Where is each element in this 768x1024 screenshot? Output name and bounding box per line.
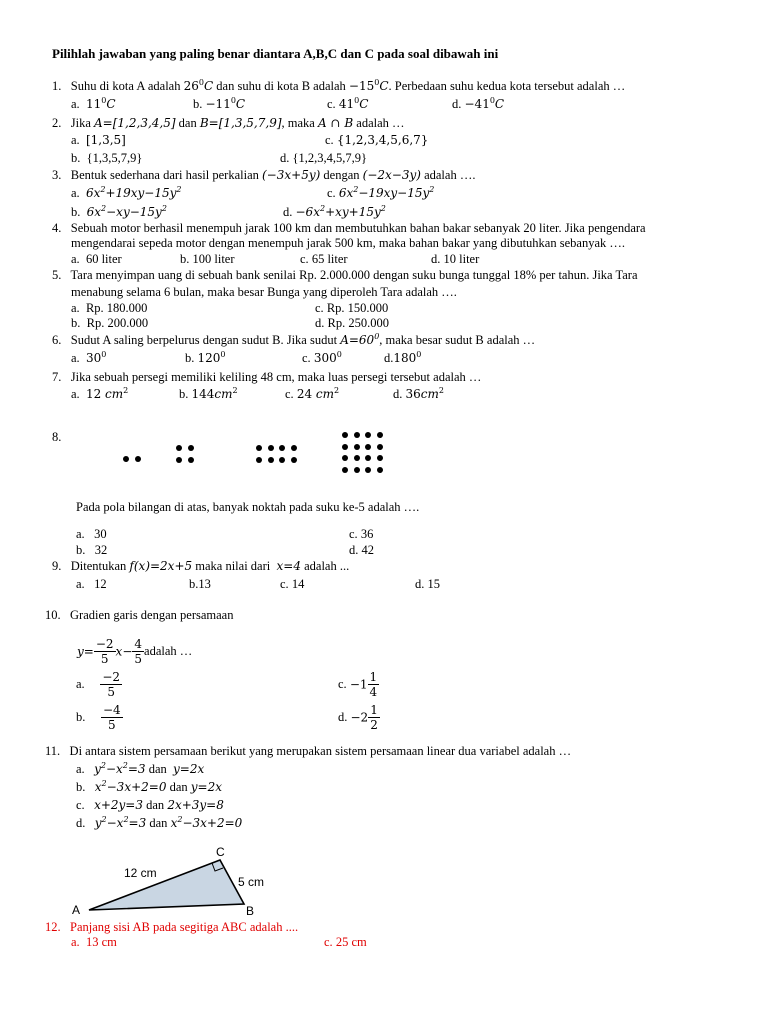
option-1b[interactable]: b. $-11^0C$ <box>193 96 246 111</box>
pattern-dot <box>377 432 383 438</box>
option-11c[interactable]: c. x+2y=3 dan 2x+3y=8 <box>76 798 224 812</box>
option-11d[interactable]: d. $y^2-x^2=3$ dan $x^2-3x+2=0$ <box>76 815 243 830</box>
triangle-shape <box>89 860 244 910</box>
question-8: Pada pola bilangan di atas, banyak noktah pada suku ke-5 adalah …. <box>76 500 420 514</box>
question-5: 5. Tara menyimpan uang di sebuah bank senilai Rp. 2.000.000 dengan suku bunga tunggal 18% per tahun. Jika Tara <box>52 268 638 282</box>
option-2c[interactable]: c. {1,2,3,4,5,6,7} <box>325 133 429 147</box>
option-5c[interactable]: c. Rp. 150.000 <box>315 301 389 315</box>
page-title: Pilihlah jawaban yang paling benar diantara A,B,C dan C pada soal dibawah ini <box>52 46 499 61</box>
option-6b[interactable]: b. $120^0$ <box>185 350 226 365</box>
question-9: 9. Ditentukan f(x)=2x+5 maka nilai dari x=4 adalah ... <box>52 559 350 573</box>
intersection: A ∩ B <box>317 116 354 130</box>
option-11b[interactable]: b. $x^2-3x+2=0$ dan y=2x <box>76 779 223 794</box>
pattern-dot <box>279 457 285 463</box>
pattern-dot <box>365 444 371 450</box>
pattern-dot <box>279 445 285 451</box>
option-4c[interactable]: c. 65 liter <box>300 252 348 266</box>
question-6: 6. Sudut A saling berpelurus dengan sudut B. Jika sudut $A=60^0$, maka besar sudut B adalah … <box>52 332 536 347</box>
option-8a[interactable]: a. 30 <box>76 527 107 541</box>
option-5b[interactable]: b. Rp. 200.000 <box>71 316 149 330</box>
pattern-dot <box>365 432 371 438</box>
option-12a[interactable]: a. 13 cm <box>71 935 117 949</box>
option-6d[interactable]: d.180$^0$ <box>384 350 422 365</box>
vertex-c: C <box>216 845 225 859</box>
pattern-dot <box>176 445 182 451</box>
option-4d[interactable]: d. 10 liter <box>431 252 480 266</box>
question-10: 10. Gradien garis dengan persamaan <box>45 608 234 622</box>
option-9b[interactable]: b.13 <box>189 577 211 591</box>
question-2: 2. Jika A=[1,2,3,4,5] dan B=[1,3,5,7,9], maka A ∩ B adalah … <box>52 116 405 130</box>
question-11: 11. Di antara sistem persamaan berikut yang merupakan sistem persamaan linear dua variabel adalah … <box>45 744 572 758</box>
question-text: Suhu di kota A adalah <box>70 79 181 93</box>
question-4-line2: mengendarai sepeda motor dengan menempuh jarak 500 km, maka bahan bakar yang dibutuhkan sebanyak …. <box>71 236 625 250</box>
pattern-dot <box>176 457 182 463</box>
option-1a[interactable]: a. $11^0C$ <box>71 96 116 111</box>
option-9c[interactable]: c. 14 <box>280 577 305 591</box>
option-2d[interactable]: d. {1,2,3,4,5,7,9} <box>280 151 367 165</box>
option-11a[interactable]: a. $y^2-x^2=3$ dan y=2x <box>76 761 205 776</box>
expression: (−3x+5y) <box>262 168 321 182</box>
option-4b[interactable]: b. 100 liter <box>180 252 235 266</box>
pattern-dot <box>377 455 383 461</box>
vertex-b: B <box>246 904 255 918</box>
option-3c[interactable]: c. $6x^2-19xy-15y^2$ <box>327 185 435 200</box>
gradient-equation: y= $\frac{-2}{5}$ x− $\frac{4}{5}$ adalah … <box>77 637 193 666</box>
question-number: 1. <box>52 79 62 93</box>
pattern-dot <box>365 455 371 461</box>
pattern-dot <box>354 467 360 473</box>
pattern-dot <box>342 455 348 461</box>
pattern-dot <box>188 445 194 451</box>
pattern-dot <box>365 467 371 473</box>
option-7d[interactable]: d. $36cm^2$ <box>393 386 444 401</box>
option-10b[interactable]: b. $\frac{-4}{5}$ <box>76 703 121 732</box>
option-8b[interactable]: b. 32 <box>76 543 108 557</box>
question-4: 4. Sebuah motor berhasil menempuh jarak 100 km dan membutuhkan bahan bakar sebanyak 20 liter. Jika pengendara <box>52 221 646 235</box>
pattern-dot <box>291 445 297 451</box>
right-triangle-diagram <box>60 840 300 920</box>
pattern-dot <box>354 444 360 450</box>
option-4a[interactable]: a. 60 liter <box>71 252 122 266</box>
option-3d[interactable]: d. $-6x^2+xy+15y^2$ <box>283 204 386 219</box>
pattern-dot <box>354 455 360 461</box>
option-8d[interactable]: d. 42 <box>349 543 374 557</box>
side-bc-label: 5 cm <box>238 875 265 889</box>
option-3a[interactable]: a. $6x^2+19xy-15y^2$ <box>71 185 182 200</box>
option-5a[interactable]: a. Rp. 180.000 <box>71 301 148 315</box>
option-7b[interactable]: b. $144cm^2$ <box>179 386 238 401</box>
option-3b[interactable]: b. $6x^2-xy-15y^2$ <box>71 204 167 219</box>
option-10a[interactable]: a. $\frac{-2}{5}$ <box>76 670 121 699</box>
question-5-line2: menabung selama 6 bulan, maka besar Bunga yang diperoleh Tara adalah …. <box>71 285 457 299</box>
option-7c[interactable]: c. 24 $cm^2$ <box>285 386 340 401</box>
set-b: B=[1,3,5,7,9] <box>199 116 282 130</box>
option-8c[interactable]: c. 36 <box>349 527 374 541</box>
angle-a: $A=60^0$ <box>340 332 380 347</box>
pattern-dot <box>256 445 262 451</box>
side-ac-label: 12 cm <box>124 866 157 880</box>
expression: (−2x−3y) <box>362 168 421 182</box>
option-7a[interactable]: a. 12 $cm^2$ <box>71 386 129 401</box>
pattern-dot <box>342 444 348 450</box>
option-9a[interactable]: a. 12 <box>76 577 107 591</box>
question-text: . Perbedaan suhu kedua kota tersebut adalah … <box>388 79 626 93</box>
pattern-dot <box>377 467 383 473</box>
pattern-dot <box>342 467 348 473</box>
question-3: 3. Bentuk sederhana dari hasil perkalian (−3x+5y) dengan (−2x−3y) adalah …. <box>52 168 476 182</box>
question-7: 7. Jika sebuah persegi memiliki keliling 48 cm, maka luas persegi tersebut adalah … <box>52 370 482 384</box>
question-text: dan suhu di kota B adalah <box>216 79 346 93</box>
question-8-number: 8. <box>52 430 62 444</box>
option-10d[interactable]: d. −2 $\frac{1}{2}$ <box>338 703 378 732</box>
pattern-dot <box>123 456 129 462</box>
option-2a[interactable]: a. [1,3,5] <box>71 133 126 147</box>
pattern-dot <box>268 445 274 451</box>
option-5d[interactable]: d. Rp. 250.000 <box>315 316 389 330</box>
option-12c[interactable]: c. 25 cm <box>324 935 367 949</box>
pattern-dot <box>354 432 360 438</box>
pattern-dot <box>268 457 274 463</box>
temp-a: $26^0C$ <box>183 78 214 93</box>
option-6c[interactable]: c. $300^0$ <box>302 350 342 365</box>
set-a: A=[1,2,3,4,5] <box>94 116 176 130</box>
option-6a[interactable]: a. $30^0$ <box>71 350 107 365</box>
option-1c[interactable]: c. $41^0C$ <box>327 96 369 111</box>
option-9d[interactable]: d. 15 <box>415 577 440 591</box>
pattern-dot <box>377 444 383 450</box>
temp-b: $-15^0C$ <box>348 78 389 93</box>
vertex-a: A <box>72 903 81 917</box>
question-1 <box>52 79 625 94</box>
pattern-dot <box>135 456 141 462</box>
pattern-dot <box>256 457 262 463</box>
option-10c[interactable]: c. −1 $\frac{1}{4}$ <box>338 670 378 699</box>
pattern-dot <box>342 432 348 438</box>
pattern-dot <box>291 457 297 463</box>
pattern-dot <box>188 457 194 463</box>
option-2b[interactable]: b. {1,3,5,7,9} <box>71 151 143 165</box>
option-1d[interactable]: d. $-41^0C$ <box>452 96 505 111</box>
question-12: 12. Panjang sisi AB pada segitiga ABC adalah .... <box>45 920 299 934</box>
